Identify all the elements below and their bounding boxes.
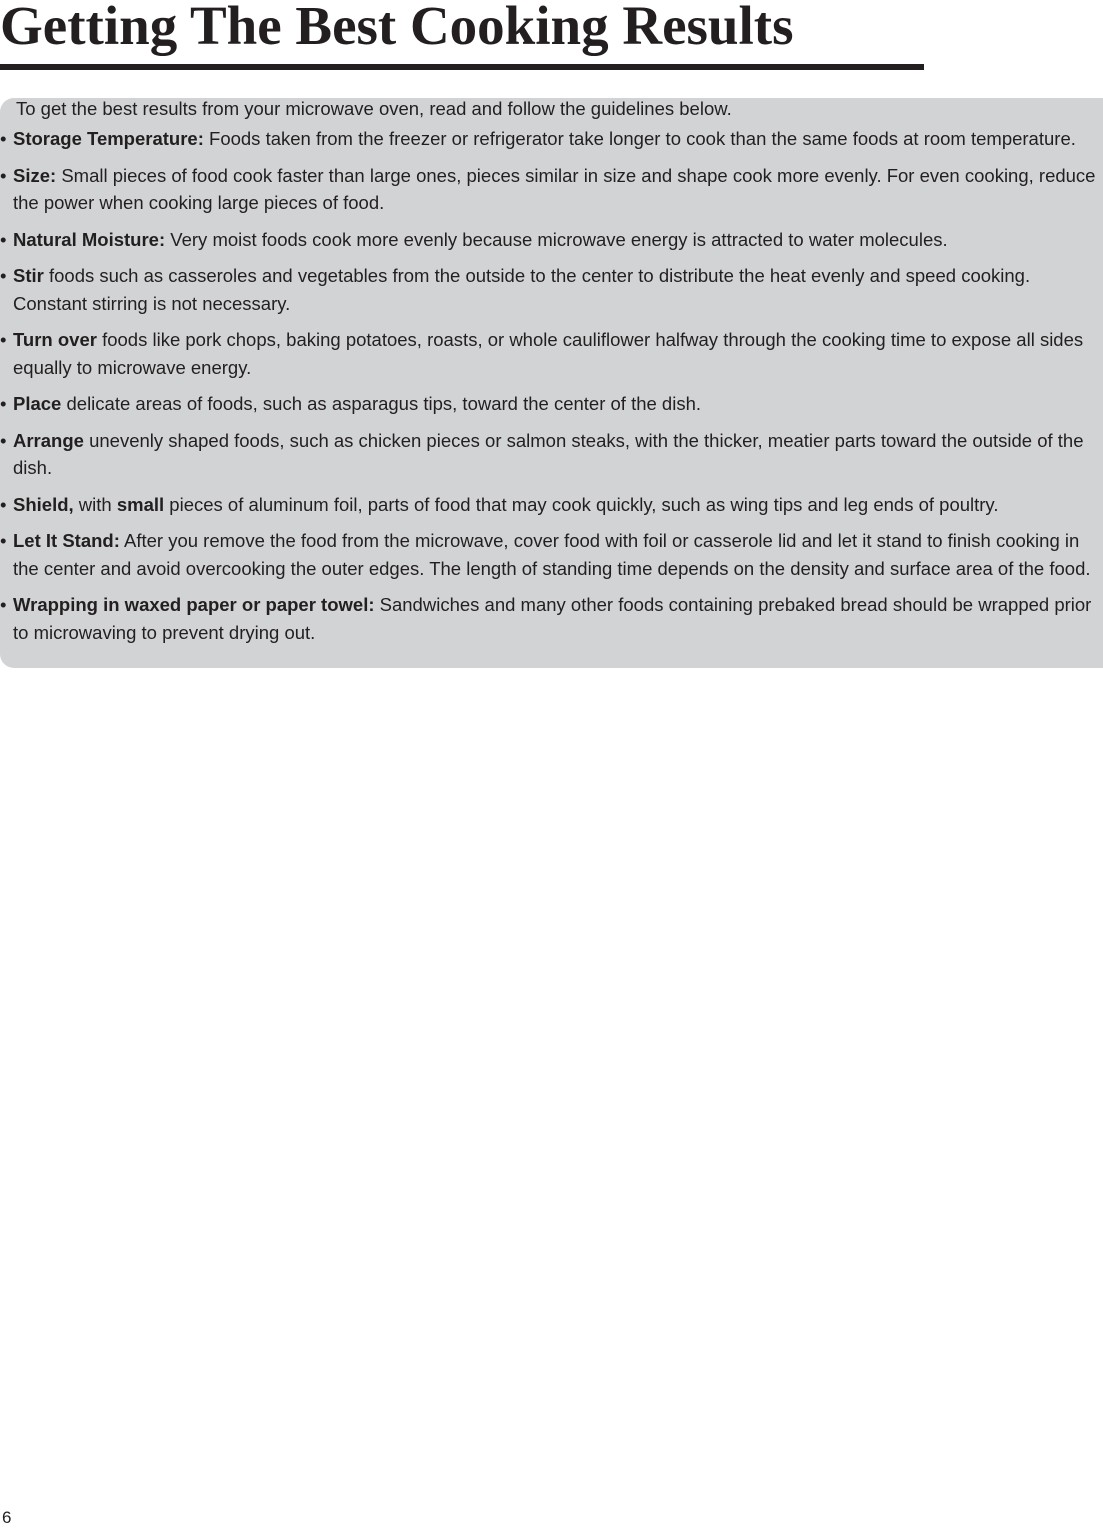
guideline-text-continued: pieces of aluminum foil, parts of food that may cook quickly, such as wing tips and leg ends of poultry. — [164, 493, 999, 515]
guidelines-list — [0, 125, 1103, 655]
guideline-text: foods such as casseroles and vegetables from the outside to the center to distribute the heat evenly and speed cooking. Constant stirring is not necessary. — [13, 265, 1031, 314]
guideline-text: Small pieces of food cook faster than large ones, pieces similar in size and shape cook more evenly. For even cooking, reduce the power when cooking large pieces of food. — [13, 164, 1096, 213]
bullet: • — [0, 265, 7, 286]
guideline-term: Size: — [13, 164, 57, 186]
guideline-size — [0, 162, 1103, 217]
bullet: • — [0, 530, 7, 551]
guideline-text: unevenly shaped foods, such as chicken pieces or salmon steaks, with the thicker, meatier parts toward the outside of the dish. — [13, 429, 1084, 478]
guideline-term-small: small — [116, 493, 165, 515]
bullet: • — [0, 128, 7, 149]
guideline-storage-temperature — [0, 125, 1103, 153]
guideline-term: Wrapping in waxed paper or paper towel: — [13, 594, 375, 615]
bullet: • — [0, 164, 7, 186]
guideline-text: Very moist foods cook more evenly because microwave energy is attracted to water molecules. — [165, 228, 948, 250]
guideline-wrapping — [0, 591, 1103, 646]
guideline-text: delicate areas of foods, such as asparagus tips, toward the center of the dish. — [61, 393, 702, 414]
page-number: 6 — [2, 1508, 12, 1527]
guideline-turn-over — [0, 326, 1103, 381]
page-title: Getting The Best Cooking Results — [0, 0, 794, 56]
bullet: • — [0, 429, 7, 451]
guideline-term: Shield, — [13, 493, 74, 515]
guideline-natural-moisture — [0, 226, 1103, 254]
guideline-let-it-stand — [0, 527, 1103, 582]
bullet: • — [0, 393, 7, 414]
guideline-text: Sandwiches and many other foods containing prebaked bread should be wrapped prior to microwaving to prevent drying out. — [13, 594, 1092, 643]
guideline-term: Natural Moisture: — [13, 228, 166, 250]
guideline-term: Place — [13, 393, 62, 414]
guidelines-panel — [0, 98, 1103, 668]
guideline-term: Let It Stand: — [13, 530, 120, 551]
bullet: • — [0, 329, 7, 350]
guideline-term: Storage Temperature: — [13, 128, 204, 149]
title-rule — [0, 64, 924, 70]
bullet: • — [0, 228, 7, 250]
guideline-text: foods like pork chops, baking potatoes, roasts, or whole cauliflower halfway through the cooking time to expose all sides equally to microwave energy. — [13, 329, 1084, 378]
guideline-term: Stir — [13, 265, 44, 286]
guideline-text: After you remove the food from the microwave, cover food with foil or casserole lid and let it stand to finish cooking in the center and avoid overcooking the outer edges. The length of standing time depends on the density and surface area of the food. — [13, 530, 1091, 579]
guideline-stir — [0, 262, 1103, 317]
guideline-term: Turn over — [13, 329, 97, 350]
bullet: • — [0, 493, 7, 515]
guideline-arrange — [0, 427, 1103, 482]
guideline-text: Foods taken from the freezer or refrigerator take longer to cook than the same foods at room temperature. — [203, 128, 1076, 149]
guideline-term: Arrange — [13, 429, 84, 451]
guideline-place — [0, 390, 1103, 418]
guideline-text: with — [73, 493, 117, 515]
intro-text: To get the best results from your microwave oven, read and follow the guidelines below. — [16, 98, 732, 119]
guideline-shield — [0, 491, 1103, 519]
bullet: • — [0, 594, 7, 615]
